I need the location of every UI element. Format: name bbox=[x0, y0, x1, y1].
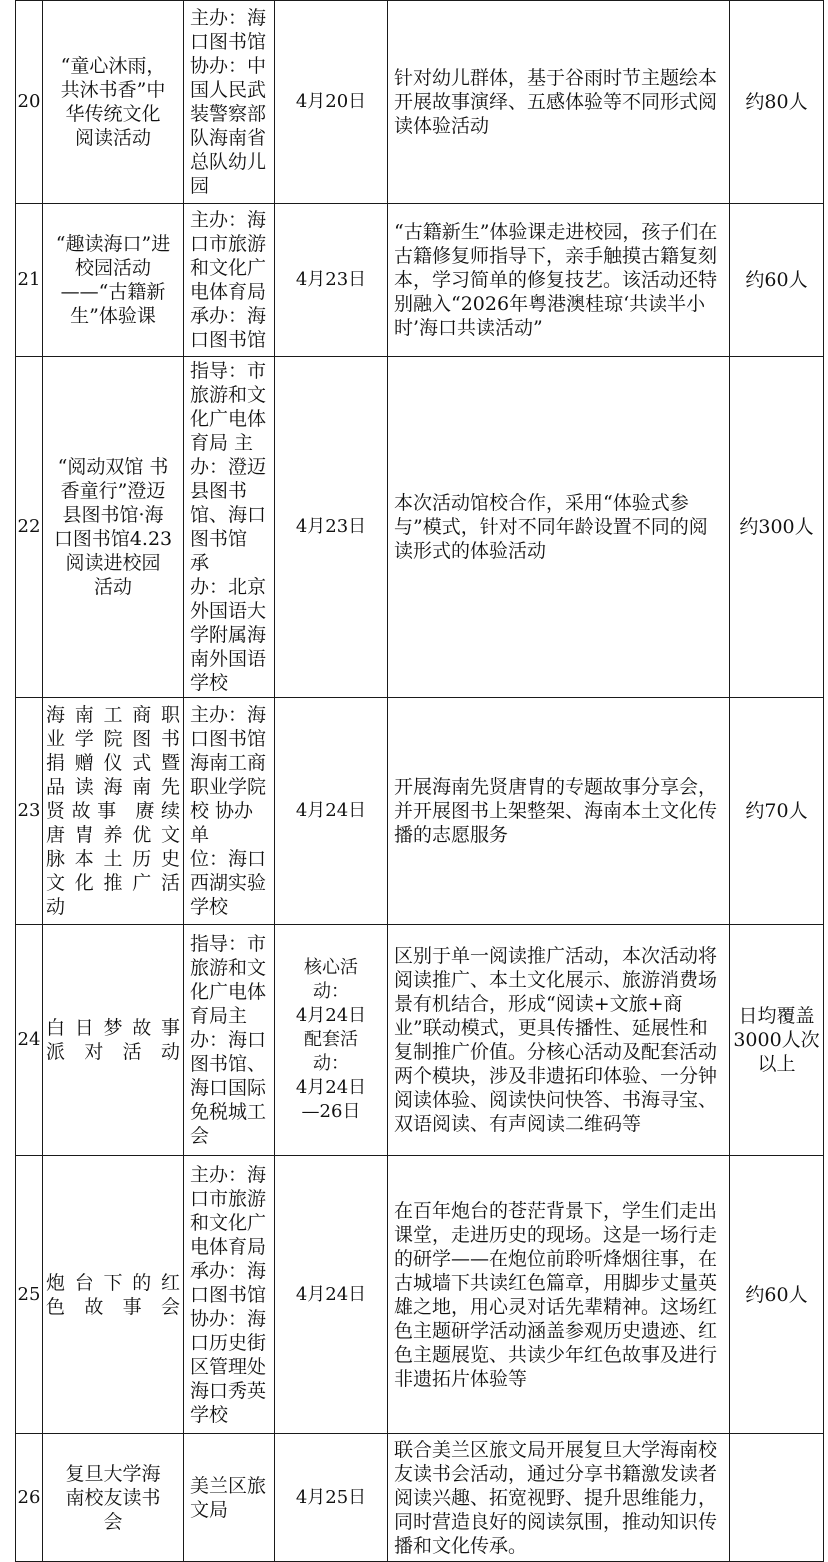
row-number: 22 bbox=[16, 357, 43, 698]
row-number: 25 bbox=[16, 1156, 43, 1434]
activity-description: 在百年炮台的苍茫背景下，学生们走出课堂，走进历史的现场。这是一场行走的研学——在炮位前聆听烽烟往事，在古城墙下共读红色篇章，用脚步丈量英雄之地，用心灵对话先辈精神。这场红色主题研学活动涵盖参观历史遗迹、红色主题展览、共读少年红色故事及进行非遗拓片体验等 bbox=[388, 1156, 730, 1434]
participant-count bbox=[730, 1434, 824, 1562]
activity-description: “古籍新生”体验课走进校园，孩子们在古籍修复师指导下，亲手触摸古籍复刻本，学习简单的修复技艺。该活动还特别融入“2026年粤港澳桂琼‘共读半小时’海口共读活动” bbox=[388, 204, 730, 357]
activity-name: “童心沐雨， 共沐书香”中 华传统文化 阅读活动 bbox=[43, 1, 184, 204]
activity-date: 4月23日 bbox=[275, 357, 388, 698]
organizer: 美兰区旅 文局 bbox=[184, 1434, 275, 1562]
activity-description: 本次活动馆校合作，采用“体验式参与”模式，针对不同年龄设置不同的阅读形式的体验活动 bbox=[388, 357, 730, 698]
activity-description: 开展海南先贤唐胄的专题故事分享会，并开展图书上架整架、海南本土文化传播的志愿服务 bbox=[388, 698, 730, 925]
row-number: 24 bbox=[16, 925, 43, 1156]
activity-name: “阅动双馆 书 香童行”澄迈 县图书馆·海 口图书馆4.23 阅读进校园 活动 bbox=[43, 357, 184, 698]
activity-description: 联合美兰区旅文局开展复旦大学海南校友读书会活动，通过分享书籍激发读者阅读兴趣、拓宽视野、提升思维能力，同时营造良好的阅读氛围，推动知识传播和文化传承。 bbox=[388, 1434, 730, 1562]
activity-date: 4月24日 bbox=[275, 1156, 388, 1434]
activity-name: 复旦大学海 南校友读书 会 bbox=[43, 1434, 184, 1562]
activity-date: 4月25日 bbox=[275, 1434, 388, 1562]
activity-name: 白日梦故事 派对活动 bbox=[43, 925, 184, 1156]
activity-date: 4月20日 bbox=[275, 1, 388, 204]
table-row bbox=[16, 1434, 824, 1562]
organizer: 主办：海 口市旅游 和文化广 电体育局 承办：海 口图书馆 bbox=[184, 204, 275, 357]
activity-date: 4月23日 bbox=[275, 204, 388, 357]
participant-count: 日均覆盖 3000人次 以上 bbox=[730, 925, 824, 1156]
organizer: 主办：海 口图书馆 海南工商 职业学院 校 协办单 位：海口 西湖实验 学校 bbox=[184, 698, 275, 925]
activity-name: 炮台下的红 色故事会 bbox=[43, 1156, 184, 1434]
row-number: 20 bbox=[16, 1, 43, 204]
organizer: 主办：海 口市旅游 和文化广 电体育局 承办：海 口图书馆 协办：海 口历史街 区管理处 海口秀英 学校 bbox=[184, 1156, 275, 1434]
activity-description: 针对幼儿群体，基于谷雨时节主题绘本开展故事演绎、五感体验等不同形式阅读体验活动 bbox=[388, 1, 730, 204]
participant-count: 约80人 bbox=[730, 1, 824, 204]
activity-description: 区别于单一阅读推广活动，本次活动将阅读推广、本土文化展示、旅游消费场景有机结合，形成“阅读+文旅+商业”联动模式，更具传播性、延展性和复制推广价值。分核心活动及配套活动两个模块，涉及非遗拓印体验、一分钟阅读体验、阅读快问快答、书海寻宝、双语阅读、有声阅读二维码等 bbox=[388, 925, 730, 1156]
activity-table bbox=[15, 0, 824, 1562]
organizer: 主办：海 口图书馆 协办：中 国人民武 装警察部 队海南省 总队幼儿 园 bbox=[184, 1, 275, 204]
participant-count: 约60人 bbox=[730, 1156, 824, 1434]
table-row bbox=[16, 1, 824, 204]
row-number: 23 bbox=[16, 698, 43, 925]
table-row bbox=[16, 357, 824, 698]
activity-name: 海南工商职 业学院图书 捐赠仪式暨 品读海南先 贤故事 赓续 唐胄养优文 脉本土历史 文化推广活 动 bbox=[43, 698, 184, 925]
activity-date: 4月24日 bbox=[275, 698, 388, 925]
participant-count: 约300人 bbox=[730, 357, 824, 698]
organizer: 指导：市 旅游和文 化广电体 育局主 办：海口 图书馆、 海口国际 免税城工 会 bbox=[184, 925, 275, 1156]
activity-name: “趣读海口”进 校园活动 ——“古籍新 生”体验课 bbox=[43, 204, 184, 357]
row-number: 21 bbox=[16, 204, 43, 357]
table-row bbox=[16, 204, 824, 357]
participant-count: 约70人 bbox=[730, 698, 824, 925]
table-row bbox=[16, 925, 824, 1156]
organizer: 指导：市 旅游和文 化广电体 育局 主 办：澄迈 县图书 馆、海口 图书馆 承 办：北京 外国语大 学附属海 南外国语 学校 bbox=[184, 357, 275, 698]
row-number: 26 bbox=[16, 1434, 43, 1562]
participant-count: 约60人 bbox=[730, 204, 824, 357]
activity-date: 核心活 动： 4月24日 配套活 动： 4月24日 —26日 bbox=[275, 925, 388, 1156]
table-row bbox=[16, 698, 824, 925]
table-row bbox=[16, 1156, 824, 1434]
